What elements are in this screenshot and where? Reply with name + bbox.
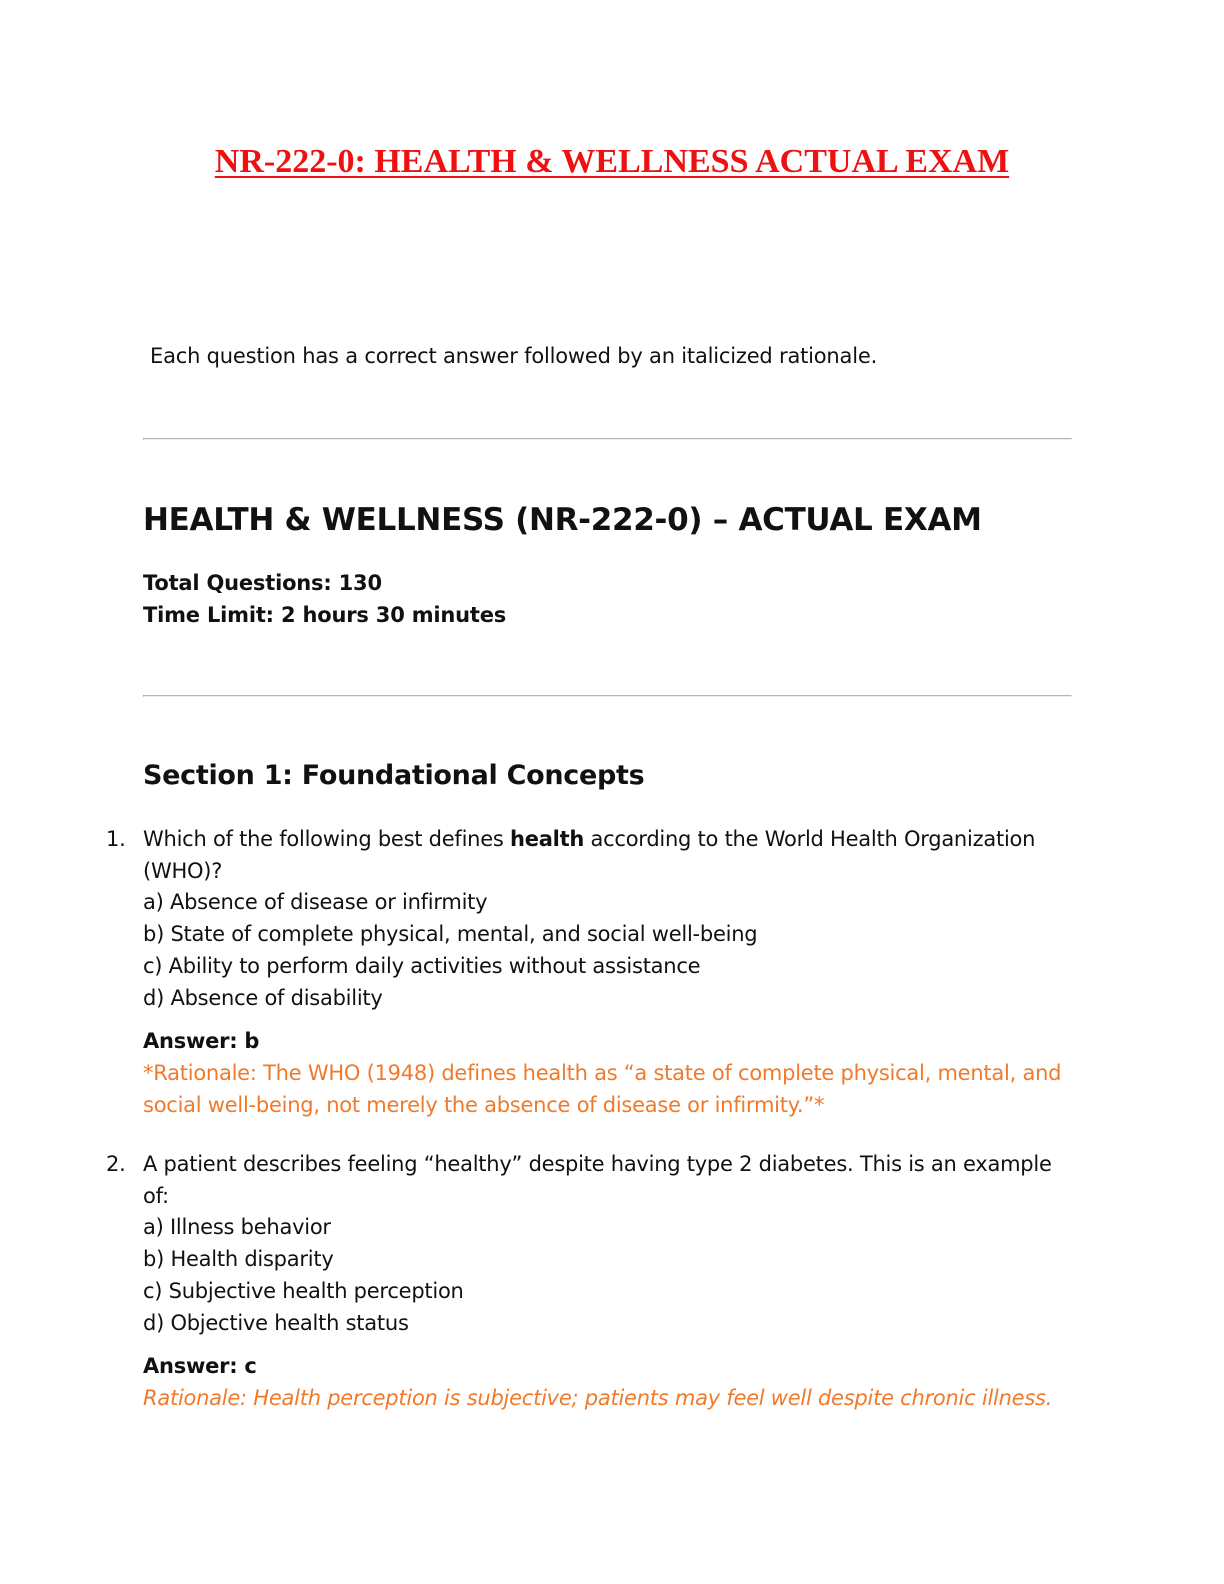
section-heading: Section 1: Foundational Concepts [143, 760, 645, 791]
answer-option-b: b) Health disparity [143, 1247, 334, 1272]
total-questions: Total Questions: 130 [143, 571, 382, 595]
correct-answer: Answer: c [143, 1354, 257, 1379]
answer-option-d: d) Objective health status [143, 1310, 409, 1335]
answer-option-a: a) Illness behavior [143, 1215, 331, 1240]
question-body [143, 824, 1078, 1121]
question-stem-continued: (WHO)? [143, 858, 223, 883]
time-limit: Time Limit: 2 hours 30 minutes [143, 603, 507, 627]
answer-option-a: a) Absence of disease or infirmity [143, 890, 488, 915]
question-stem-continued: of: [143, 1183, 169, 1208]
intro-text: Each question has a correct answer followed by an italicized rationale. [150, 344, 878, 368]
answer-option-b: b) State of complete physical, mental, and social well-being [143, 922, 758, 947]
question-stem [143, 824, 1078, 856]
divider [143, 438, 1072, 440]
rationale-text: *Rationale: The WHO (1948) defines health as “a state of complete physical, mental, and [143, 1060, 1062, 1085]
question-number: 1. [106, 827, 126, 851]
stem-keyword: health [510, 827, 585, 851]
answer-option-c: c) Subjective health perception [143, 1278, 464, 1303]
answer-option-d: d) Absence of disability [143, 985, 383, 1010]
stem-text: according to the World Health Organization [584, 827, 1036, 851]
document-title: NR-222-0: HEALTH & WELLNESS ACTUAL EXAM [214, 143, 1010, 180]
stem-text: Which of the following best defines [143, 827, 511, 851]
correct-answer: Answer: b [143, 1029, 260, 1054]
question-number: 2. [106, 1152, 126, 1176]
rationale-text: Rationale: Health perception is subjective; patients may feel well despite chronic illness. [143, 1385, 1053, 1410]
question-stem: A patient describes feeling “healthy” despite having type 2 diabetes. This is an example [143, 1152, 1052, 1176]
exam-meta [143, 567, 506, 631]
divider [143, 695, 1072, 697]
answer-option-c: c) Ability to perform daily activities without assistance [143, 953, 701, 978]
rationale-text-continued: social well-being, not merely the absence of disease or infirmity.”* [143, 1092, 825, 1117]
question-body [143, 1149, 1078, 1415]
exam-heading: HEALTH & WELLNESS (NR-222-0) – ACTUAL EXAM [143, 502, 982, 538]
